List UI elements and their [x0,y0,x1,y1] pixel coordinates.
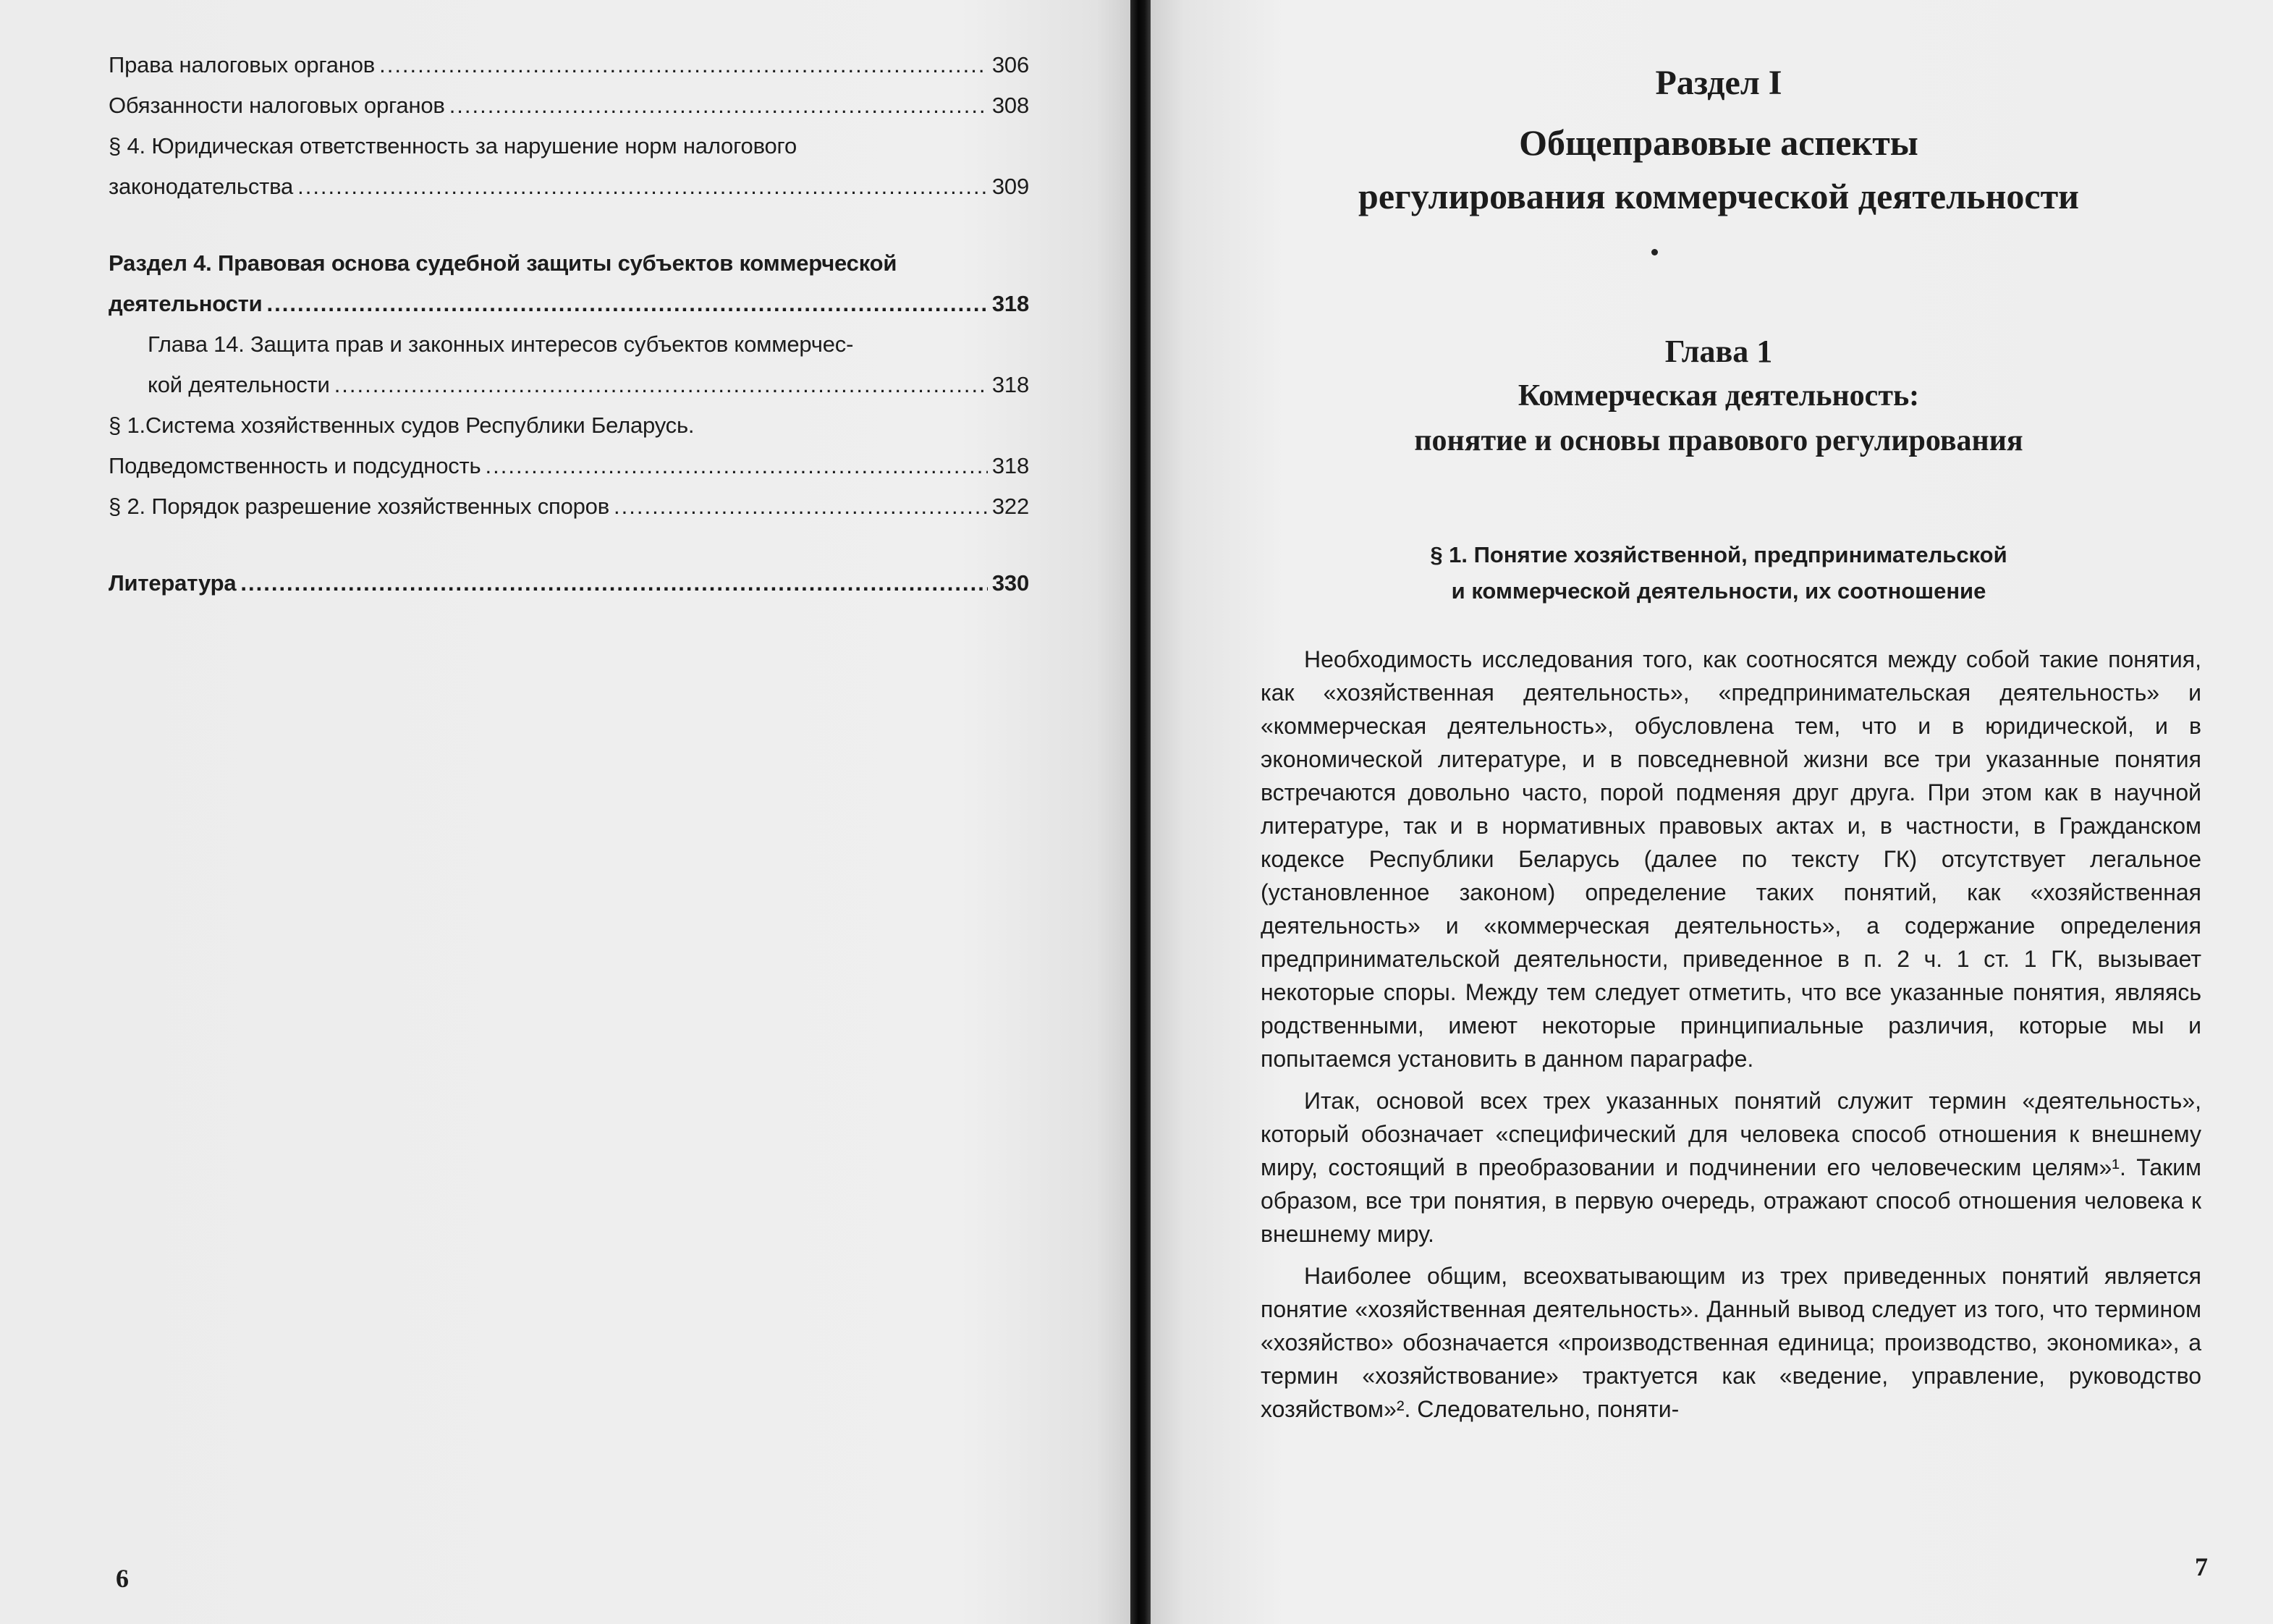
chapter-title: Глава 1 [1664,334,1773,369]
toc-leader-dots [297,166,988,207]
paragraph-title-line: § 1. Понятие хозяйственной, предпринимательской [1430,542,2007,567]
toc-entry-label: Литература [109,570,237,596]
toc-entry-page: 330 [991,570,1029,596]
chapter-subtitle-line: понятие и основы правового регулирования [1414,424,2023,457]
section-subtitle [1237,116,2200,223]
section-title: Раздел I [1655,64,1782,102]
toc-leader-dots [379,45,988,85]
section-subtitle-line: Общеправовые аспекты [1519,122,1918,163]
toc-leader-dots [334,365,988,405]
toc-leader-dots [614,486,988,527]
toc-entry-page: 308 [991,93,1029,118]
paragraph-title-line: и коммерческой деятельности, их соотношение [1451,578,1986,604]
toc-entry-line1 [109,324,1029,365]
page-number: 7 [2195,1552,2208,1581]
toc-entry [109,45,1029,85]
toc-entry [109,563,1029,604]
toc-chapter-text: Глава 14. Защита прав и законных интересов субъектов коммерчес- [148,331,854,357]
toc-entry [109,446,1029,486]
toc-entry-page: 322 [991,494,1029,519]
toc-entry-label: Права налоговых органов [109,52,376,77]
toc-entry [109,284,1029,324]
toc-entry-page: 318 [991,453,1029,478]
toc-leader-dots [267,284,988,324]
toc-entry-page: 318 [991,291,1029,316]
toc-entry [109,486,1029,527]
toc-entry-page: 309 [991,174,1029,199]
body-text [1261,643,2201,1434]
page-number: 6 [116,1564,129,1593]
toc-entry-line1: § 1.Система хозяйственных судов Республики Беларусь. [109,413,695,438]
toc-entry [109,365,1029,405]
toc-entry-page: 318 [991,372,1029,397]
ornament-dot [1651,249,1658,255]
toc-entry-label: деятельности [109,291,263,316]
chapter-subtitle [1237,373,2200,463]
toc-leader-dots [240,563,988,604]
section-subtitle-line: регулирования коммерческой деятельности [1358,176,2079,216]
body-paragraph: Необходимость исследования того, как соотносятся между собой такие понятия, как «хозяйственная деятельность», «предпринимательская деятельность» и «коммерческая деятельность», обусловлена тем, что и в юридической, и в экономической литературе, и в повседневной жизни все три указанные понятия встречаются довольно часто, порой подменяя друг друга. При этом как в научной литературе, так и в нормативных правовых актах и, в частности, в Гражданском кодексе Республики Беларусь (далее по тексту ГК) отсутствует легальное (установленное законом) определение таких понятий, как «хозяйственная деятельность» и «коммерческая деятельность», а содержание определения предпринимательской деятельности, приведенное в п. 2 ч. 1 ст. 1 ГК, вызывает некоторые споры. Между тем следует отметить, что все указанные понятия, являясь родственными, имеют некоторые принципиальные различия, которые мы и попытаемся установить в данном параграфе. [1261,646,2201,1072]
table-of-contents [109,45,1029,604]
body-paragraph: Итак, основой всех трех указанных понятий служит термин «деятельность», который обозначает «специфический для человека способ отношения к внешнему миру, состоящий в преобразовании и подчинении его человеческим целям»¹. Таким образом, все три понятия, в первую очередь, отражают способ отношения человека к внешнему миру. [1261,1088,2201,1247]
toc-entry [109,166,1029,207]
toc-entry-label: Обязанности налоговых органов [109,93,445,118]
toc-entry-line1: § 4. Юридическая ответственность за нарушение норм налогового [109,133,797,158]
book-gutter [1130,0,1151,1624]
toc-entry-page: 306 [991,52,1029,77]
toc-leader-dots [449,85,988,126]
toc-entry [109,85,1029,126]
toc-entry-label: Подведомственность и подсудность [109,453,481,478]
left-page [0,0,1130,1624]
paragraph-title [1237,537,2200,609]
chapter-subtitle-line: Коммерческая деятельность: [1518,379,1920,413]
toc-leader-dots [486,446,988,486]
toc-entry-label: кой деятельности [148,372,330,397]
toc-entry-line1: Раздел 4. Правовая основа судебной защиты субъектов коммерческой [109,250,897,276]
toc-entry-label: § 2. Порядок разрешение хозяйственных споров [109,494,609,519]
body-paragraph: Наиболее общим, всеохватывающим из трех приведенных понятий является понятие «хозяйственная деятельность». Данный вывод следует из того, что термином «хозяйство» обозначается «производственная единица; производство, экономика», а термин «хозяйствование» трактуется как «ведение, управление, руководство хозяйством»². Следовательно, поняти- [1261,1263,2201,1422]
toc-entry-label: законодательства [109,174,294,199]
right-page [1151,0,2273,1624]
